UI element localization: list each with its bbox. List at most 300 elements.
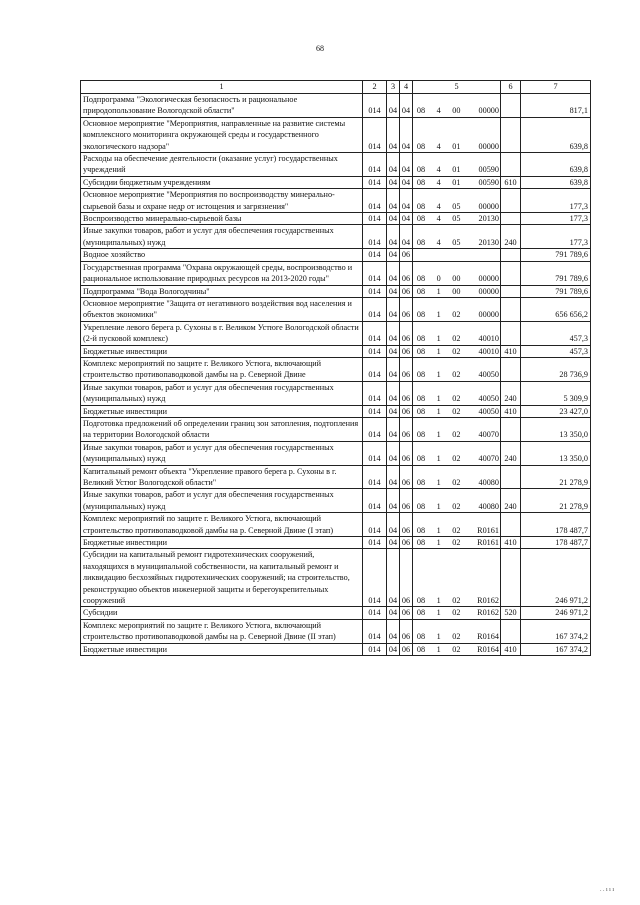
row-pr: 06 xyxy=(400,465,413,489)
csr-part: 08 xyxy=(416,334,426,344)
csr-part: 08 xyxy=(416,106,426,116)
row-csr xyxy=(413,417,501,441)
row-sum: 28 736,9 xyxy=(521,357,591,381)
row-csr xyxy=(413,381,501,405)
row-vr: 410 xyxy=(501,537,521,549)
column-header: 1 xyxy=(81,81,363,94)
row-name: Капитальный ремонт объекта "Укрепление правого берега р. Сухоны в г. Великий Устюг Вологодской области" xyxy=(81,465,363,489)
csr-part: R0162 xyxy=(477,608,499,618)
csr-part: 05 xyxy=(452,214,461,224)
row-sum: 177,3 xyxy=(521,225,591,249)
row-name: Укрепление левого берега р. Сухоны в г. Великом Устюге Вологодской области (2-й пусковой комплекс) xyxy=(81,321,363,345)
row-rz: 04 xyxy=(387,441,400,465)
row-name: Основное мероприятие "Мероприятия, направленные на развитие системы комплексного мониторинга окружающей среды и государственного экологического надзора" xyxy=(81,117,363,152)
row-rz: 04 xyxy=(387,489,400,513)
row-grbs: 014 xyxy=(363,643,387,655)
csr-part: 08 xyxy=(416,141,426,151)
row-grbs: 014 xyxy=(363,465,387,489)
csr-part: 02 xyxy=(452,334,461,344)
csr-part: 00000 xyxy=(478,201,499,211)
csr-part: 1 xyxy=(436,370,441,380)
row-grbs: 014 xyxy=(363,417,387,441)
row-pr: 06 xyxy=(400,619,413,643)
column-header: 3 xyxy=(387,81,400,94)
csr-part: 1 xyxy=(436,644,441,654)
row-pr: 06 xyxy=(400,405,413,417)
row-sum: 177,3 xyxy=(521,189,591,213)
row-sum: 656 656,2 xyxy=(521,297,591,321)
row-csr xyxy=(413,607,501,619)
csr-part: R0164 xyxy=(477,644,499,654)
row-csr xyxy=(413,285,501,297)
csr-part: 08 xyxy=(416,501,426,511)
csr-part: 02 xyxy=(452,644,461,654)
row-vr xyxy=(501,153,521,177)
csr-part: R0161 xyxy=(477,538,499,548)
row-grbs: 014 xyxy=(363,176,387,188)
csr-part: 08 xyxy=(416,237,426,247)
row-rz: 04 xyxy=(387,189,400,213)
csr-part: 00000 xyxy=(478,141,499,151)
row-rz: 04 xyxy=(387,249,400,261)
table-row xyxy=(81,321,591,345)
row-pr: 06 xyxy=(400,357,413,381)
table-row xyxy=(81,213,591,225)
row-name: Иные закупки товаров, работ и услуг для обеспечения государственных (муниципальных) нужд xyxy=(81,381,363,405)
csr-part: 40050 xyxy=(478,394,499,404)
row-name: Субсидии xyxy=(81,607,363,619)
row-csr xyxy=(413,489,501,513)
row-name: Иные закупки товаров, работ и услуг для обеспечения государственных (муниципальных) нужд xyxy=(81,489,363,513)
row-pr: 06 xyxy=(400,549,413,607)
csr-part: 08 xyxy=(416,394,426,404)
row-pr: 04 xyxy=(400,94,413,118)
row-rz: 04 xyxy=(387,261,400,285)
csr-part: 08 xyxy=(416,644,426,654)
row-rz: 04 xyxy=(387,153,400,177)
row-pr: 06 xyxy=(400,513,413,537)
row-rz: 04 xyxy=(387,537,400,549)
csr-part: 08 xyxy=(416,177,426,187)
row-csr xyxy=(413,213,501,225)
csr-part: 4 xyxy=(436,177,441,187)
row-rz: 04 xyxy=(387,513,400,537)
row-grbs: 014 xyxy=(363,225,387,249)
page-number: 68 xyxy=(316,44,324,53)
csr-part: 1 xyxy=(436,632,441,642)
csr-part: 1 xyxy=(436,478,441,487)
row-grbs: 014 xyxy=(363,441,387,465)
csr-part: 1 xyxy=(436,608,441,618)
row-sum: 246 971,2 xyxy=(521,549,591,607)
row-vr: 610 xyxy=(501,176,521,188)
csr-part: 08 xyxy=(416,632,426,642)
table-row xyxy=(81,441,591,465)
csr-part: 02 xyxy=(452,478,461,487)
row-pr: 06 xyxy=(400,321,413,345)
row-name: Бюджетные инвестиции xyxy=(81,405,363,417)
row-csr xyxy=(413,261,501,285)
row-grbs: 014 xyxy=(363,381,387,405)
footer-mark: . . ı ı ı xyxy=(599,887,614,893)
row-pr: 06 xyxy=(400,489,413,513)
row-csr xyxy=(413,537,501,549)
table-row xyxy=(81,513,591,537)
table-row xyxy=(81,405,591,417)
csr-part: 02 xyxy=(452,346,461,356)
csr-part: 4 xyxy=(436,237,441,247)
table-row xyxy=(81,176,591,188)
csr-part: 4 xyxy=(436,201,441,211)
row-csr xyxy=(413,225,501,249)
row-name: Комплекс мероприятий по защите г. Великого Устюга, включающий строительство противопаводковой дамбы на р. Северной Двине xyxy=(81,357,363,381)
row-pr: 06 xyxy=(400,297,413,321)
row-name: Бюджетные инвестиции xyxy=(81,643,363,655)
csr-part: 40050 xyxy=(478,406,499,416)
csr-part: 00000 xyxy=(478,274,499,284)
csr-part: 4 xyxy=(436,106,441,116)
row-vr xyxy=(501,213,521,225)
table-row xyxy=(81,345,591,357)
row-pr: 06 xyxy=(400,261,413,285)
row-rz: 04 xyxy=(387,549,400,607)
csr-part: 1 xyxy=(436,286,441,296)
row-sum: 457,3 xyxy=(521,321,591,345)
row-pr: 04 xyxy=(400,189,413,213)
row-grbs: 014 xyxy=(363,117,387,152)
row-sum: 178 487,7 xyxy=(521,513,591,537)
row-csr xyxy=(413,176,501,188)
row-pr: 06 xyxy=(400,441,413,465)
row-name: Воспроизводство минерально-сырьевой базы xyxy=(81,213,363,225)
csr-part: R0164 xyxy=(477,632,499,642)
row-vr xyxy=(501,465,521,489)
table-row xyxy=(81,549,591,607)
table-row xyxy=(81,189,591,213)
row-csr xyxy=(413,321,501,345)
table-row xyxy=(81,465,591,489)
row-rz: 04 xyxy=(387,345,400,357)
row-sum: 177,3 xyxy=(521,213,591,225)
csr-part: 00000 xyxy=(478,310,499,320)
csr-part: 1 xyxy=(436,310,441,320)
csr-part: 1 xyxy=(436,430,441,440)
row-vr xyxy=(501,619,521,643)
row-sum: 246 971,2 xyxy=(521,607,591,619)
row-vr xyxy=(501,189,521,213)
csr-part: 40080 xyxy=(478,478,499,487)
row-sum: 167 374,2 xyxy=(521,619,591,643)
csr-part: 08 xyxy=(416,165,426,175)
row-csr xyxy=(413,441,501,465)
row-grbs: 014 xyxy=(363,213,387,225)
header-row xyxy=(81,81,591,94)
csr-part: 00000 xyxy=(478,106,499,116)
row-name: Иные закупки товаров, работ и услуг для обеспечения государственных (муниципальных) нужд xyxy=(81,225,363,249)
row-sum: 791 789,6 xyxy=(521,249,591,261)
csr-part: 08 xyxy=(416,274,426,284)
row-csr xyxy=(413,405,501,417)
table-row xyxy=(81,261,591,285)
row-name: Подпрограмма "Экологическая безопасность и рациональное природопользование Вологодской области" xyxy=(81,94,363,118)
row-grbs: 014 xyxy=(363,405,387,417)
csr-part: 02 xyxy=(452,370,461,380)
row-vr: 410 xyxy=(501,643,521,655)
row-sum: 13 350,0 xyxy=(521,417,591,441)
row-rz: 04 xyxy=(387,643,400,655)
csr-part: 1 xyxy=(436,334,441,344)
row-grbs: 014 xyxy=(363,153,387,177)
row-name: Расходы на обеспечение деятельности (оказание услуг) государственных учреждений xyxy=(81,153,363,177)
row-vr: 240 xyxy=(501,441,521,465)
row-csr xyxy=(413,465,501,489)
row-grbs: 014 xyxy=(363,549,387,607)
csr-part: 08 xyxy=(416,538,426,548)
row-pr: 06 xyxy=(400,537,413,549)
row-rz: 04 xyxy=(387,405,400,417)
table-row xyxy=(81,357,591,381)
row-vr: 240 xyxy=(501,381,521,405)
row-csr xyxy=(413,94,501,118)
row-vr: 520 xyxy=(501,607,521,619)
csr-part: 00 xyxy=(452,286,461,296)
csr-part: 02 xyxy=(452,394,461,404)
csr-part: 4 xyxy=(436,214,441,224)
row-vr xyxy=(501,249,521,261)
csr-part: 08 xyxy=(416,310,426,320)
row-sum: 5 309,9 xyxy=(521,381,591,405)
row-vr xyxy=(501,321,521,345)
row-name: Подпрограмма "Вода Вологодчины" xyxy=(81,285,363,297)
csr-part: 08 xyxy=(416,406,426,416)
row-pr: 06 xyxy=(400,249,413,261)
row-name: Бюджетные инвестиции xyxy=(81,537,363,549)
row-rz: 04 xyxy=(387,213,400,225)
csr-part: 08 xyxy=(416,286,426,296)
row-rz: 04 xyxy=(387,465,400,489)
column-header: 4 xyxy=(400,81,413,94)
row-grbs: 014 xyxy=(363,261,387,285)
csr-part: 08 xyxy=(416,608,426,618)
row-sum: 21 278,9 xyxy=(521,465,591,489)
table-row xyxy=(81,285,591,297)
row-sum: 817,1 xyxy=(521,94,591,118)
row-pr: 06 xyxy=(400,345,413,357)
csr-part: 08 xyxy=(416,430,426,440)
csr-part: 40050 xyxy=(478,370,499,380)
table-row xyxy=(81,619,591,643)
csr-part: 40010 xyxy=(478,346,499,356)
csr-part: 00590 xyxy=(478,165,499,175)
row-rz: 04 xyxy=(387,225,400,249)
row-sum: 13 350,0 xyxy=(521,441,591,465)
row-grbs: 014 xyxy=(363,357,387,381)
row-rz: 04 xyxy=(387,297,400,321)
csr-part: 00 xyxy=(452,274,461,284)
csr-part: 02 xyxy=(452,525,461,535)
row-csr xyxy=(413,513,501,537)
row-sum: 791 789,6 xyxy=(521,285,591,297)
row-pr: 06 xyxy=(400,381,413,405)
csr-part: R0162 xyxy=(477,596,499,606)
table-row xyxy=(81,489,591,513)
csr-part: 40070 xyxy=(478,430,499,440)
row-csr xyxy=(413,549,501,607)
row-name: Основное мероприятие "Мероприятия по воспроизводству минерально-сырьевой базы и охране недр от истощения и загрязнения" xyxy=(81,189,363,213)
table-row xyxy=(81,381,591,405)
row-grbs: 014 xyxy=(363,489,387,513)
csr-part: 40070 xyxy=(478,454,499,464)
csr-part: 0 xyxy=(436,274,441,284)
row-name: Иные закупки товаров, работ и услуг для обеспечения государственных (муниципальных) нужд xyxy=(81,441,363,465)
row-csr xyxy=(413,189,501,213)
row-rz: 04 xyxy=(387,619,400,643)
csr-part: 00590 xyxy=(478,177,499,187)
csr-part: 08 xyxy=(416,346,426,356)
column-header: 2 xyxy=(363,81,387,94)
table-row xyxy=(81,643,591,655)
row-pr: 04 xyxy=(400,225,413,249)
row-sum: 23 427,0 xyxy=(521,405,591,417)
column-header: 7 xyxy=(521,81,591,94)
row-sum: 639,8 xyxy=(521,153,591,177)
row-vr: 410 xyxy=(501,345,521,357)
row-csr xyxy=(413,117,501,152)
row-name: Субсидии на капитальный ремонт гидротехнических сооружений, находящихся в муниципальной собственности, на капитальный ремонт и ликвидацию бесхозяйных гидротехнических сооружений; на строительство, реконструкцию объектов инженерной защиты и берегоукрепительных сооружений xyxy=(81,549,363,607)
row-sum: 21 278,9 xyxy=(521,489,591,513)
csr-part: 20130 xyxy=(478,237,499,247)
row-pr: 04 xyxy=(400,213,413,225)
row-grbs: 014 xyxy=(363,345,387,357)
row-sum: 639,8 xyxy=(521,176,591,188)
table-row xyxy=(81,297,591,321)
row-grbs: 014 xyxy=(363,619,387,643)
csr-part: 20130 xyxy=(478,214,499,224)
csr-part: 02 xyxy=(452,608,461,618)
row-grbs: 014 xyxy=(363,607,387,619)
row-rz: 04 xyxy=(387,176,400,188)
csr-part: 08 xyxy=(416,525,426,535)
table-row xyxy=(81,94,591,118)
csr-part: 40010 xyxy=(478,334,499,344)
table-row xyxy=(81,537,591,549)
csr-part: 1 xyxy=(436,538,441,548)
csr-part: 02 xyxy=(452,430,461,440)
csr-part: 05 xyxy=(452,237,461,247)
row-sum: 791 789,6 xyxy=(521,261,591,285)
row-vr xyxy=(501,94,521,118)
row-pr: 06 xyxy=(400,417,413,441)
csr-part: 08 xyxy=(416,214,426,224)
row-pr: 06 xyxy=(400,643,413,655)
table-row xyxy=(81,607,591,619)
csr-part: 1 xyxy=(436,501,441,511)
row-csr xyxy=(413,297,501,321)
row-name: Комплекс мероприятий по защите г. Великого Устюга, включающий строительство противопаводковой дамбы на р. Северной Двине (I этап) xyxy=(81,513,363,537)
row-vr xyxy=(501,549,521,607)
csr-part: 1 xyxy=(436,525,441,535)
row-rz: 04 xyxy=(387,417,400,441)
row-rz: 04 xyxy=(387,285,400,297)
row-vr xyxy=(501,417,521,441)
csr-part: 02 xyxy=(452,632,461,642)
row-csr xyxy=(413,357,501,381)
csr-part: 02 xyxy=(452,406,461,416)
csr-part: 4 xyxy=(436,165,441,175)
table-row xyxy=(81,249,591,261)
csr-part: 1 xyxy=(436,346,441,356)
row-name: Подготовка предложений об определении границ зон затопления, подтопления на территории Вологодской области xyxy=(81,417,363,441)
row-name: Основное мероприятие "Защита от негативного воздействия вод населения и объектов экономики" xyxy=(81,297,363,321)
csr-part: 02 xyxy=(452,310,461,320)
csr-part: 1 xyxy=(436,394,441,404)
row-csr xyxy=(413,249,501,261)
row-rz: 04 xyxy=(387,321,400,345)
csr-part: 00 xyxy=(452,106,461,116)
row-pr: 04 xyxy=(400,176,413,188)
row-csr xyxy=(413,619,501,643)
column-header: 6 xyxy=(501,81,521,94)
row-grbs: 014 xyxy=(363,321,387,345)
row-csr xyxy=(413,643,501,655)
csr-part: 08 xyxy=(416,201,426,211)
row-name: Государственная программа "Охрана окружающей среды, воспроизводство и рациональное использование природных ресурсов на 2013-2020 годы" xyxy=(81,261,363,285)
csr-part: 1 xyxy=(436,406,441,416)
budget-table xyxy=(80,80,591,656)
csr-part: 40080 xyxy=(478,501,499,511)
csr-part: 08 xyxy=(416,370,426,380)
csr-part: 08 xyxy=(416,596,426,606)
row-grbs: 014 xyxy=(363,249,387,261)
csr-part: 01 xyxy=(452,141,461,151)
row-grbs: 014 xyxy=(363,285,387,297)
csr-part: 1 xyxy=(436,454,441,464)
table-row xyxy=(81,153,591,177)
csr-part: 08 xyxy=(416,478,426,487)
row-name: Субсидии бюджетным учреждениям xyxy=(81,176,363,188)
row-pr: 04 xyxy=(400,153,413,177)
row-grbs: 014 xyxy=(363,297,387,321)
row-pr: 04 xyxy=(400,117,413,152)
row-vr xyxy=(501,357,521,381)
csr-part: R0161 xyxy=(477,525,499,535)
row-sum: 178 487,7 xyxy=(521,537,591,549)
csr-part: 02 xyxy=(452,454,461,464)
row-csr xyxy=(413,345,501,357)
row-grbs: 014 xyxy=(363,537,387,549)
csr-part: 01 xyxy=(452,165,461,175)
csr-part: 00000 xyxy=(478,286,499,296)
csr-part: 4 xyxy=(436,141,441,151)
row-grbs: 014 xyxy=(363,513,387,537)
csr-part: 02 xyxy=(452,501,461,511)
row-rz: 04 xyxy=(387,381,400,405)
column-header: 5 xyxy=(413,81,501,94)
csr-part: 02 xyxy=(452,596,461,606)
table-row xyxy=(81,225,591,249)
row-vr xyxy=(501,297,521,321)
row-pr: 06 xyxy=(400,285,413,297)
table-body xyxy=(81,94,591,656)
table-row xyxy=(81,117,591,152)
row-grbs: 014 xyxy=(363,189,387,213)
row-vr xyxy=(501,117,521,152)
row-sum: 457,3 xyxy=(521,345,591,357)
csr-part: 1 xyxy=(436,596,441,606)
row-csr xyxy=(413,153,501,177)
table-row xyxy=(81,417,591,441)
row-name: Водное хозяйство xyxy=(81,249,363,261)
